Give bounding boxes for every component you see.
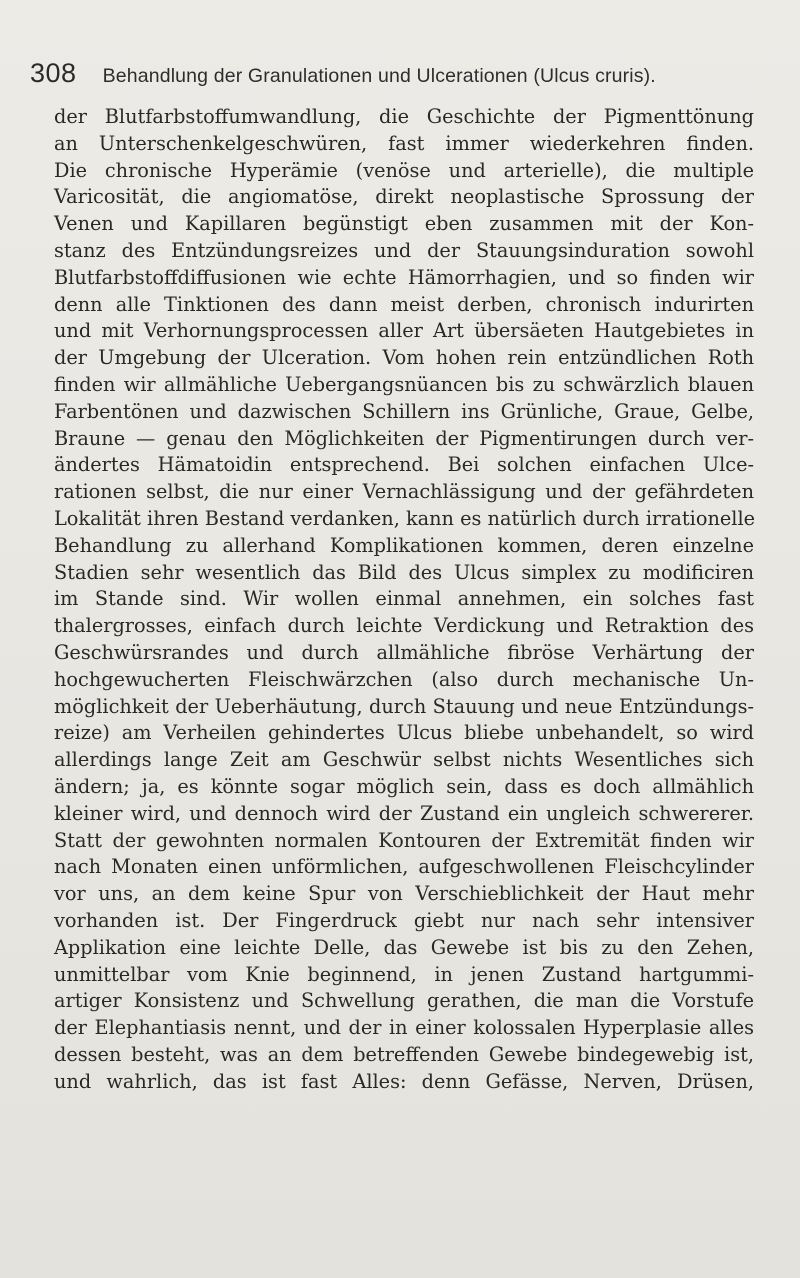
text-line: stanz des Entzündungsreizes und der Stauungsinduration sowohl [54,238,754,262]
text-line: reize) am Verheilen gehindertes Ulcus bliebe unbehandelt, so wird [54,721,754,745]
text-line: thalergrosses, einfach durch leichte Verdickung und Retraktion des [54,614,754,638]
text-line: kleiner wird, und dennoch wird der Zustand ein ungleich schwererer. [54,801,754,825]
text-line: Venen und Kapillaren begünstigt eben zusammen mit der Kon- [54,212,754,236]
text-line: Behandlung zu allerhand Komplikationen kommen, deren einzelne [54,533,754,557]
text-line: der Umgebung der Ulceration. Vom hohen rein entzündlichen Roth [54,346,754,370]
page-header [30,58,750,92]
text-line: Lokalität ihren Bestand verdanken, kann es natürlich durch irrationelle [54,506,756,530]
text-line: Braune — genau den Möglichkeiten der Pigmentirungen durch ver- [54,426,754,450]
text-line: Blutfarbstoffdiffusionen wie echte Hämorrhagien, und so finden wir [54,265,754,289]
text-line: ändern; ja, es könnte sogar möglich sein, dass es doch allmählich [54,774,754,798]
text-line: artiger Konsistenz und Schwellung gerathen, die man die Vorstufe [54,989,754,1013]
text-line: im Stande sind. Wir wollen einmal annehmen, ein solches fast [54,587,754,611]
text-line: Varicosität, die angiomatöse, direkt neoplastische Sprossung der [54,185,754,209]
text-line: und mit Verhornungsprocessen aller Art übersäeten Hautgebietes in [54,319,754,343]
body-text [54,104,754,1095]
text-line: der Blutfarbstoffumwandlung, die Geschichte der Pigmenttönung [54,105,754,128]
text-line: möglichkeit der Ueberhäutung, durch Stauung und neue Entzündungs- [54,694,754,718]
text-line: hochgewucherten Fleischwärzchen (also durch mechanische Un- [54,667,754,691]
text-line: Farbentönen und dazwischen Schillern ins Grünliche, Graue, Gelbe, [54,399,754,423]
text-line: nach Monaten einen unförmlichen, aufgeschwollenen Fleischcylinder [54,855,754,879]
text-line: Geschwürsrandes und durch allmähliche fibröse Verhärtung der [54,640,754,664]
page-number: 308 [30,58,77,88]
text-line: dessen besteht, was an dem betreffenden Gewebe bindegewebig ist, [54,1042,754,1066]
text-line: vor uns, an dem keine Spur von Verschieblichkeit der Haut mehr [54,882,754,906]
text-line: ändertes Hämatoidin entsprechend. Bei solchen einfachen Ulce- [54,453,754,477]
text-line: Statt der gewohnten normalen Kontouren der Extremität finden wir [54,828,754,852]
text-line: vorhanden ist. Der Fingerdruck giebt nur nach sehr intensiver [54,908,754,932]
text-line: an Unterschenkelgeschwüren, fast immer wiederkehren finden. [54,131,754,155]
running-title: Behandlung der Granulationen und Ulcerationen (Ulcus cruris). [102,65,656,87]
text-line: rationen selbst, die nur einer Vernachlässigung und der gefährdeten [54,480,754,504]
text-line: der Elephantiasis nennt, und der in einer kolossalen Hyperplasie alles [54,1016,754,1040]
text-line: finden wir allmähliche Uebergangsnüancen bis zu schwärzlich blauen [54,372,754,396]
text-line: Applikation eine leichte Delle, das Gewebe ist bis zu den Zehen, [54,935,754,959]
text-line: denn alle Tinktionen des dann meist derben, chronisch indurirten [54,292,754,316]
text-line: Die chronische Hyperämie (venöse und arterielle), die multiple [54,158,754,182]
text-line: unmittelbar vom Knie beginnend, in jenen Zustand hartgummi- [54,962,754,986]
text-line: und wahrlich, das ist fast Alles: denn Gefässe, Nerven, Drüsen, [54,1069,754,1093]
text-line: allerdings lange Zeit am Geschwür selbst nichts Wesentliches sich [54,748,754,772]
text-line: Stadien sehr wesentlich das Bild des Ulcus simplex zu modificiren [54,560,754,584]
